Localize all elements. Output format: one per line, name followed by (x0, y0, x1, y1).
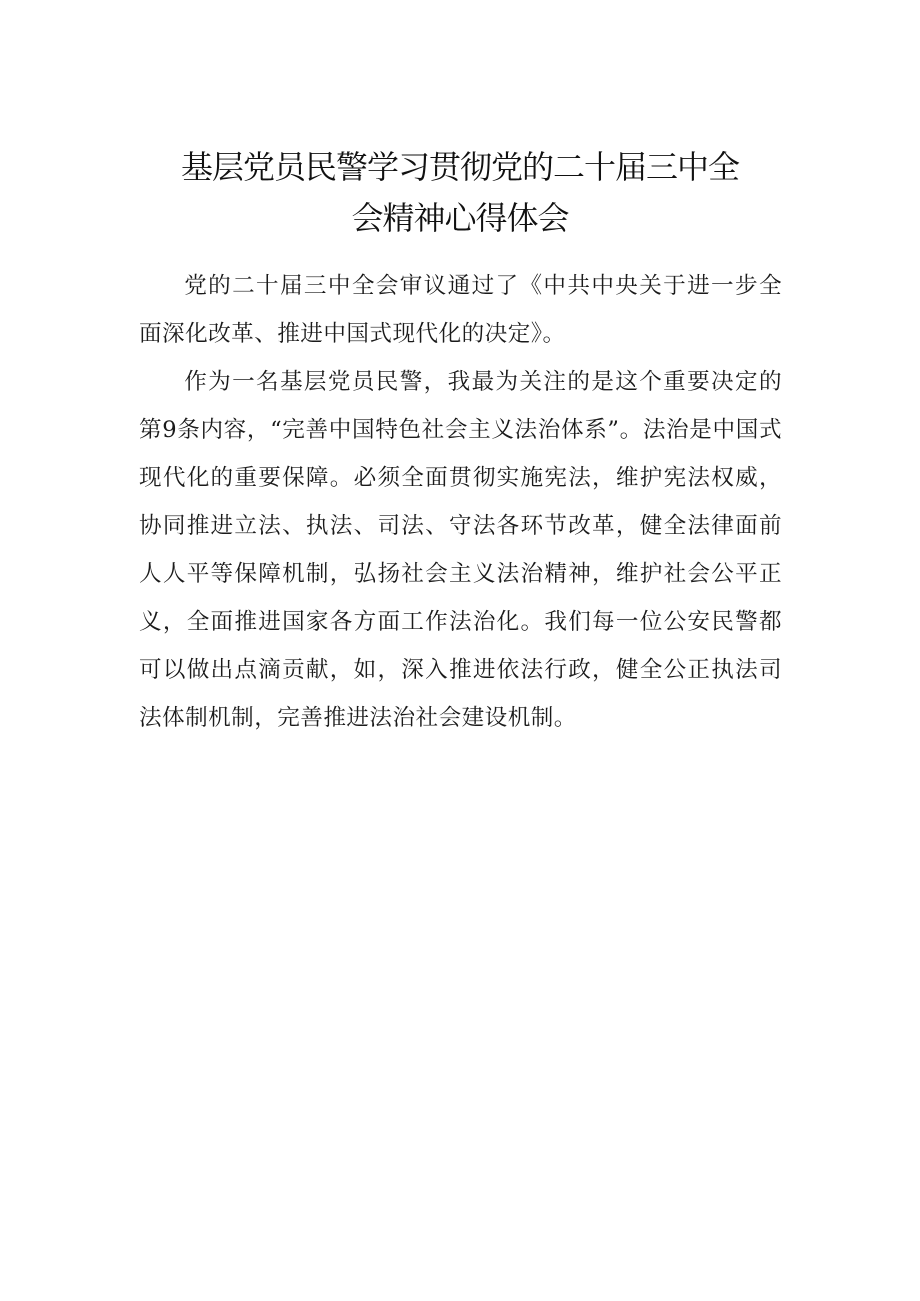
paragraph-1: 党的二十届三中全会审议通过了《中共中央关于进一步全面深化改革、推进中国式现代化的决定》。 (139, 273, 782, 347)
document-title (120, 142, 800, 244)
document-body (139, 262, 782, 742)
paragraph-2: 作为一名基层党员民警，我最为关注的是这个重要决定的第9条内容，“完善中国特色社会主义法治体系”。法治是中国式现代化的重要保障。必须全面贯彻实施宪法，维护宪法权威，协同推进立法、执法、司法、守法各环节改革，健全法律面前人人平等保障机制，弘扬社会主义法治精神，维护社会公平正义，全面推进国家各方面工作法治化。我们每一位公安民警都可以做出点滴贡献，如，深入推进依法行政，健全公正执法司法体制机制，完善推进法治社会建设机制。 (139, 369, 782, 731)
document-title-line-1: 基层党员民警学习贯彻党的二十届三中全 (180, 148, 739, 186)
document-title-line-2: 会精神心得体会 (351, 199, 569, 237)
